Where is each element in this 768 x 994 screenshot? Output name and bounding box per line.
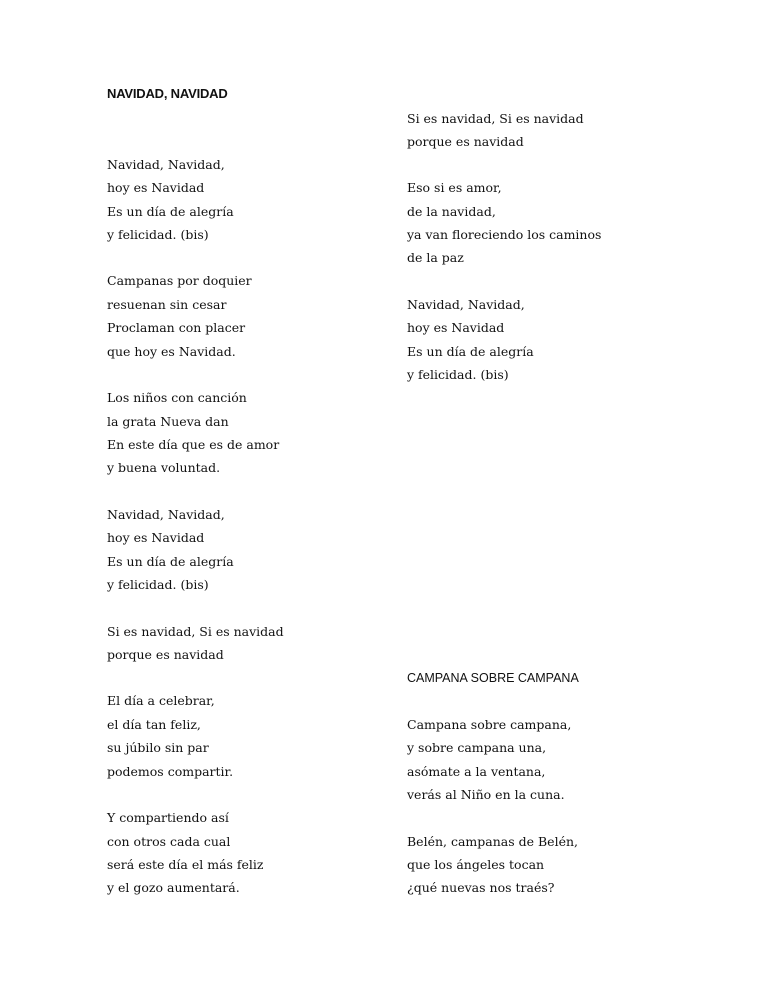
lyric-line: Los niños con canción	[107, 390, 247, 405]
lyric-line: Belén, campanas de Belén,	[407, 834, 579, 849]
lyric-line: porque es navidad	[407, 134, 524, 149]
lyric-line: de la paz	[407, 250, 464, 265]
lyric-line: Eso si es amor,	[407, 180, 502, 195]
lyric-line: y felicidad. (bis)	[407, 367, 509, 382]
lyric-line: Es un día de alegría	[107, 554, 234, 569]
lyric-line: resuenan sin cesar	[107, 297, 227, 312]
lyric-line: de la navidad,	[407, 204, 496, 219]
lyric-line: y buena voluntad.	[107, 460, 221, 475]
lyric-line: ya van floreciendo los caminos	[407, 227, 602, 242]
lyric-line: con otros cada cual	[107, 834, 231, 849]
lyric-line: el día tan feliz,	[107, 717, 201, 732]
lyric-line: y felicidad. (bis)	[107, 227, 209, 242]
lyric-line: Si es navidad, Si es navidad	[107, 624, 284, 639]
lyric-line: podemos compartir.	[107, 764, 234, 779]
lyric-line: porque es navidad	[107, 647, 224, 662]
lyric-line: verás al Niño en la cuna.	[407, 787, 565, 802]
lyric-line: asómate a la ventana,	[407, 764, 546, 779]
lyric-line: y felicidad. (bis)	[107, 577, 209, 592]
lyric-line: que hoy es Navidad.	[107, 344, 236, 359]
lyric-line: Y compartiendo así	[107, 810, 229, 825]
lyric-line: y el gozo aumentará.	[107, 880, 240, 895]
lyric-line: hoy es Navidad	[107, 530, 205, 545]
lyric-line: hoy es Navidad	[107, 180, 205, 195]
lyric-line: y sobre campana una,	[407, 740, 547, 755]
lyric-line: hoy es Navidad	[407, 320, 505, 335]
lyric-line: En este día que es de amor	[107, 437, 280, 452]
lyric-line: Campanas por doquier	[107, 273, 252, 288]
lyric-line: que los ángeles tocan	[407, 857, 545, 872]
lyric-line: Navidad, Navidad,	[107, 157, 225, 172]
song-title: NAVIDAD, NAVIDAD	[107, 86, 228, 101]
lyric-line: su júbilo sin par	[107, 740, 209, 755]
lyric-line: Si es navidad, Si es navidad	[407, 111, 584, 126]
lyric-line: ¿qué nuevas nos traés?	[407, 880, 555, 895]
lyric-line: Navidad, Navidad,	[107, 507, 225, 522]
lyric-line: El día a celebrar,	[107, 693, 215, 708]
lyric-line: la grata Nueva dan	[107, 414, 229, 429]
lyric-line: Es un día de alegría	[407, 344, 534, 359]
second-song-title: CAMPANA SOBRE CAMPANA	[407, 671, 579, 685]
lyric-line: Proclaman con placer	[107, 320, 246, 335]
lyric-line: Navidad, Navidad,	[407, 297, 525, 312]
lyric-line: Es un día de alegría	[107, 204, 234, 219]
lyric-line: Campana sobre campana,	[407, 717, 572, 732]
lyric-line: será este día el más feliz	[107, 857, 264, 872]
